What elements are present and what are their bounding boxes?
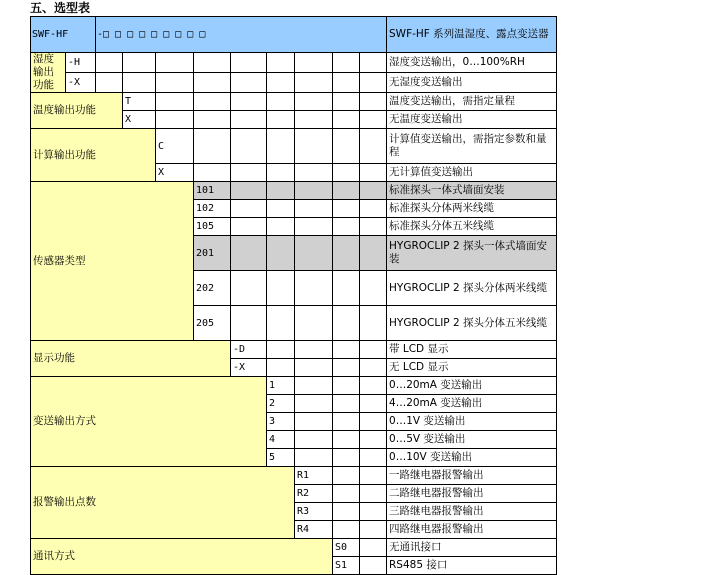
option-code: 202 [194, 271, 231, 306]
option-code: 201 [194, 236, 231, 271]
option-code: S1 [333, 557, 360, 575]
option-desc: HYGROCLIP 2 探头一体式墙面安装 [387, 236, 557, 271]
option-code: 205 [194, 306, 231, 341]
option-desc: 4…20mA 变送输出 [387, 395, 557, 413]
option-code: R4 [295, 521, 333, 539]
option-desc: 计算值变送输出，需指定参数和量程 [387, 129, 557, 164]
group-label-display: 显示功能 [31, 341, 231, 377]
option-code: 102 [194, 200, 231, 218]
option-desc: 0…1V 变送输出 [387, 413, 557, 431]
option-desc: 温度变送输出，需指定量程 [387, 93, 557, 111]
option-code: 105 [194, 218, 231, 236]
option-desc: 无湿度变送输出 [387, 73, 557, 93]
option-desc: 带 LCD 显示 [387, 341, 557, 359]
group-label-comm: 通讯方式 [31, 539, 333, 575]
option-code: X [156, 164, 194, 182]
option-desc: 一路继电器报警输出 [387, 467, 557, 485]
option-code: 5 [267, 449, 295, 467]
option-desc: RS485 接口 [387, 557, 557, 575]
option-desc: 无通讯接口 [387, 539, 557, 557]
group-label-alarm: 报警输出点数 [31, 467, 295, 539]
option-desc: 标准探头分体五米线缆 [387, 218, 557, 236]
option-desc: 标准探头分体两米线缆 [387, 200, 557, 218]
option-desc: HYGROCLIP 2 探头分体五米线缆 [387, 306, 557, 341]
group-label-sensor: 传感器类型 [31, 182, 194, 341]
option-desc: 三路继电器报警输出 [387, 503, 557, 521]
option-code: -H [66, 53, 96, 73]
option-desc: 0…20mA 变送输出 [387, 377, 557, 395]
option-desc: 0…10V 变送输出 [387, 449, 557, 467]
code-placeholder-cell: -□ □ □ □ □ □ □ □ □ [96, 17, 387, 53]
group-label-humidity: 湿度输出功能 [31, 53, 66, 93]
option-code: S0 [333, 539, 360, 557]
option-desc: 无温度变送输出 [387, 111, 557, 129]
model-code-cell: SWF-HF [31, 17, 96, 53]
option-code: 4 [267, 431, 295, 449]
option-desc: 无计算值变送输出 [387, 164, 557, 182]
option-code: C [156, 129, 194, 164]
option-code: X [123, 111, 156, 129]
option-code: 2 [267, 395, 295, 413]
group-label-output: 变送输出方式 [31, 377, 267, 467]
section-title: 五、选型表 [30, 1, 91, 15]
option-code: -X [66, 73, 96, 93]
option-code: -D [231, 341, 267, 359]
option-code: 3 [267, 413, 295, 431]
option-desc: 四路继电器报警输出 [387, 521, 557, 539]
group-label-calculation: 计算输出功能 [31, 129, 156, 182]
option-code: R1 [295, 467, 333, 485]
selection-table [30, 16, 557, 575]
option-desc: 无 LCD 显示 [387, 359, 557, 377]
series-desc-cell: SWF-HF 系列温湿度、露点变送器 [387, 17, 557, 53]
option-desc: 湿度变送输出，0…100%RH [387, 53, 557, 73]
option-desc: HYGROCLIP 2 探头分体两米线缆 [387, 271, 557, 306]
option-code: 101 [194, 182, 231, 200]
option-code: T [123, 93, 156, 111]
option-code: R3 [295, 503, 333, 521]
option-code: 1 [267, 377, 295, 395]
option-desc: 标准探头一体式墙面安装 [387, 182, 557, 200]
group-label-temperature: 温度输出功能 [31, 93, 123, 129]
option-desc: 二路继电器报警输出 [387, 485, 557, 503]
option-code: R2 [295, 485, 333, 503]
option-desc: 0…5V 变送输出 [387, 431, 557, 449]
option-code: -X [231, 359, 267, 377]
